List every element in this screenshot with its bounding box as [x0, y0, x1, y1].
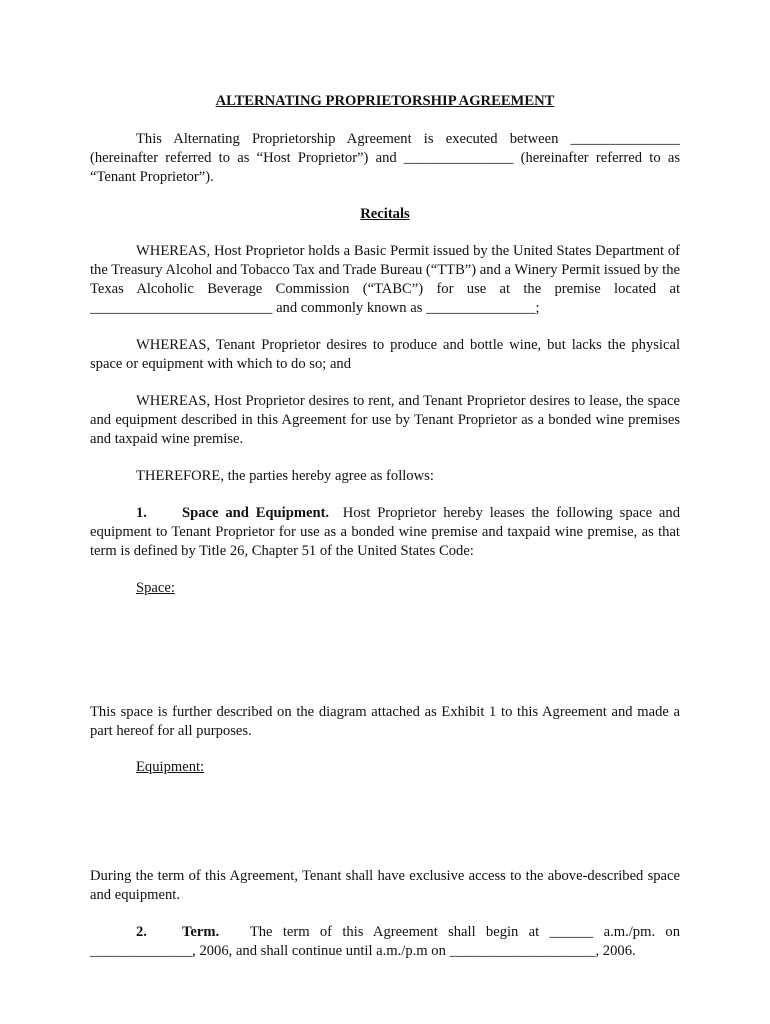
intro-text-2: (hereinafter referred to as “Host Proprietor”) and [90, 150, 397, 166]
section-2-paragraph [90, 923, 680, 961]
section-2-number: 2. [136, 924, 147, 940]
section-1-text: Host Proprietor hereby leases the following space and equipment to Tenant Proprietor for use as a bonded wine premise and taxpaid wine premise, as that term is defined by Title 26, Chapter 51 of the United States Code: [90, 505, 680, 559]
whereas1-text-3: ; [535, 300, 540, 316]
document-title: ALTERNATING PROPRIETORSHIP AGREEMENT [215, 93, 555, 109]
intro-text-1: This Alternating Proprietorship Agreement is executed between [136, 131, 559, 147]
whereas-paragraph-2: WHEREAS, Tenant Proprietor desires to produce and bottle wine, but lacks the physical space or equipment with which to do so; and [90, 337, 680, 372]
therefore-paragraph: THEREFORE, the parties hereby agree as follows: [136, 468, 434, 484]
space-blank-area [90, 598, 680, 685]
space-description: This space is further described on the diagram attached as Exhibit 1 to this Agreement and made a part hereof for all purposes. [90, 704, 680, 739]
access-paragraph: During the term of this Agreement, Tenant shall have exclusive access to the above-described space and equipment. [90, 868, 680, 903]
tenant-proprietor-blank: _______________ [403, 150, 514, 166]
intro-text-3: (hereinafter referred to as “Tenant Proprietor”). [90, 150, 681, 185]
whereas1-text-2: and commonly known as [276, 300, 423, 316]
section-2-heading: Term. [182, 924, 220, 940]
section-2-text-2: a.m./pm. on [603, 924, 680, 940]
section-1-paragraph [90, 504, 680, 561]
section-1-heading: Space and Equipment. [182, 505, 330, 521]
section-2-text-4: , 2006. [595, 943, 636, 959]
section-2-text-1: The term of this Agreement shall begin at [249, 924, 540, 940]
end-date-blank: ____________________ [449, 943, 596, 959]
host-proprietor-blank: _______________ [570, 131, 680, 147]
section-2-text-3: , 2006, and shall continue until a.m./p.m on [192, 943, 446, 959]
premise-location-blank: _________________________ [90, 300, 273, 316]
section-1-number: 1. [136, 505, 147, 521]
start-date-blank: ______________ [90, 943, 193, 959]
start-time-blank: ______ [549, 924, 594, 940]
intro-paragraph [90, 130, 680, 187]
equipment-blank-area [90, 777, 680, 849]
space-label: Space: [136, 580, 175, 596]
document-page [90, 92, 680, 961]
whereas-paragraph-3: WHEREAS, Host Proprietor desires to rent, and Tenant Proprietor desires to lease, the space and equipment described in this Agreement for use by Tenant Proprietor as a bonded wine premises and taxpaid wine premise. [90, 393, 680, 447]
recitals-heading: Recitals [360, 206, 410, 222]
whereas1-text-1: WHEREAS, Host Proprietor holds a Basic Permit issued by the United States Department of the Treasury Alcohol and Tobacco Tax and Trade Bureau (“TTB”) and a Winery Permit issued by the Texas Alcoholic Beverage Commission (“TABC”) for use at the premise located at [90, 243, 680, 297]
equipment-label: Equipment: [136, 759, 205, 775]
premise-name-blank: _______________ [426, 300, 536, 316]
whereas-paragraph-1 [90, 242, 680, 318]
